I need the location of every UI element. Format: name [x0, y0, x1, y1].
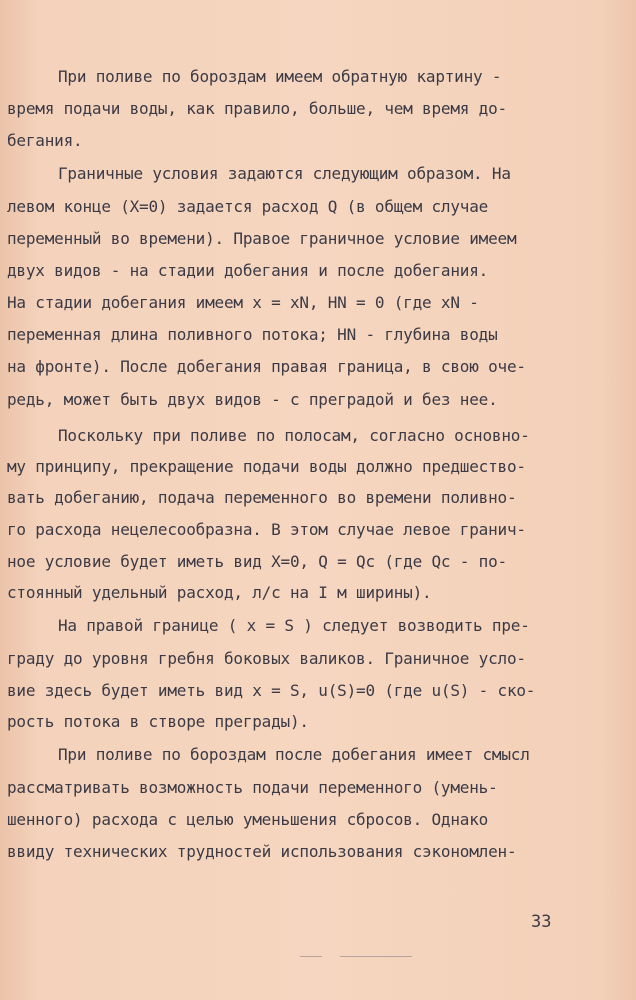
text-line: го расхода нецелесообразна. В этом случае левое гранич- [7, 520, 526, 539]
text-line: Граничные условия задаются следующим образом. На [58, 164, 511, 183]
text-line: шенного) расхода с целью уменьшения сбросов. Однако [7, 810, 489, 829]
text-line: время подачи воды, как правило, больше, чем время до- [7, 99, 507, 118]
text-line: редь, может быть двух видов - с преградой и без нее. [7, 390, 498, 409]
text-line: Поскольку при поливе по полосам, согласно основно- [58, 426, 530, 445]
text-line: При поливе по бороздам имеем обратную картину - [58, 67, 502, 86]
text-line: На стадии добегания имеем x = xN, HN = 0 (где xN - [7, 293, 479, 312]
text-line: стоянный удельный расход, л/с на I м ширины). [7, 583, 432, 602]
text-line: левом конце (X=0) задается расход Q (в общем случае [7, 197, 489, 216]
text-line: вие здесь будет иметь вид x = S, u(S)=0 (где u(S) - ско- [7, 681, 536, 700]
text-line: двух видов - на стадии добегания и после добегания. [7, 261, 489, 280]
text-line: ное условие будет иметь вид X=0, Q = Qc (где Qc - по- [7, 552, 507, 571]
text-line: рость потока в створе преграды). [7, 712, 309, 731]
text-line: переменный во времени). Правое граничное условие имеем [7, 229, 517, 248]
text-line: на фронте). После добегания правая граница, в свою оче- [7, 357, 526, 376]
text-line: граду до уровня гребня боковых валиков. Граничное усло- [7, 649, 526, 668]
footer-rule [340, 956, 412, 957]
text-line: При поливе по бороздам после добегания имеет смысл [58, 745, 530, 764]
footer-rule [300, 956, 322, 957]
text-line: вать добеганию, подача переменного во времени поливно- [7, 488, 517, 507]
text-line: бегания. [7, 131, 83, 150]
page-number: 33 [531, 912, 552, 932]
text-line: му принципу, прекращение подачи воды должно предшество- [7, 457, 526, 476]
text-line: ввиду технических трудностей использования сэкономлен- [7, 842, 517, 861]
text-line: рассматривать возможность подачи переменного (умень- [7, 778, 498, 797]
text-line: На правой границе ( x = S ) следует возводить пре- [58, 616, 530, 635]
text-line: переменная длина поливного потока; HN - глубина воды [7, 325, 498, 344]
